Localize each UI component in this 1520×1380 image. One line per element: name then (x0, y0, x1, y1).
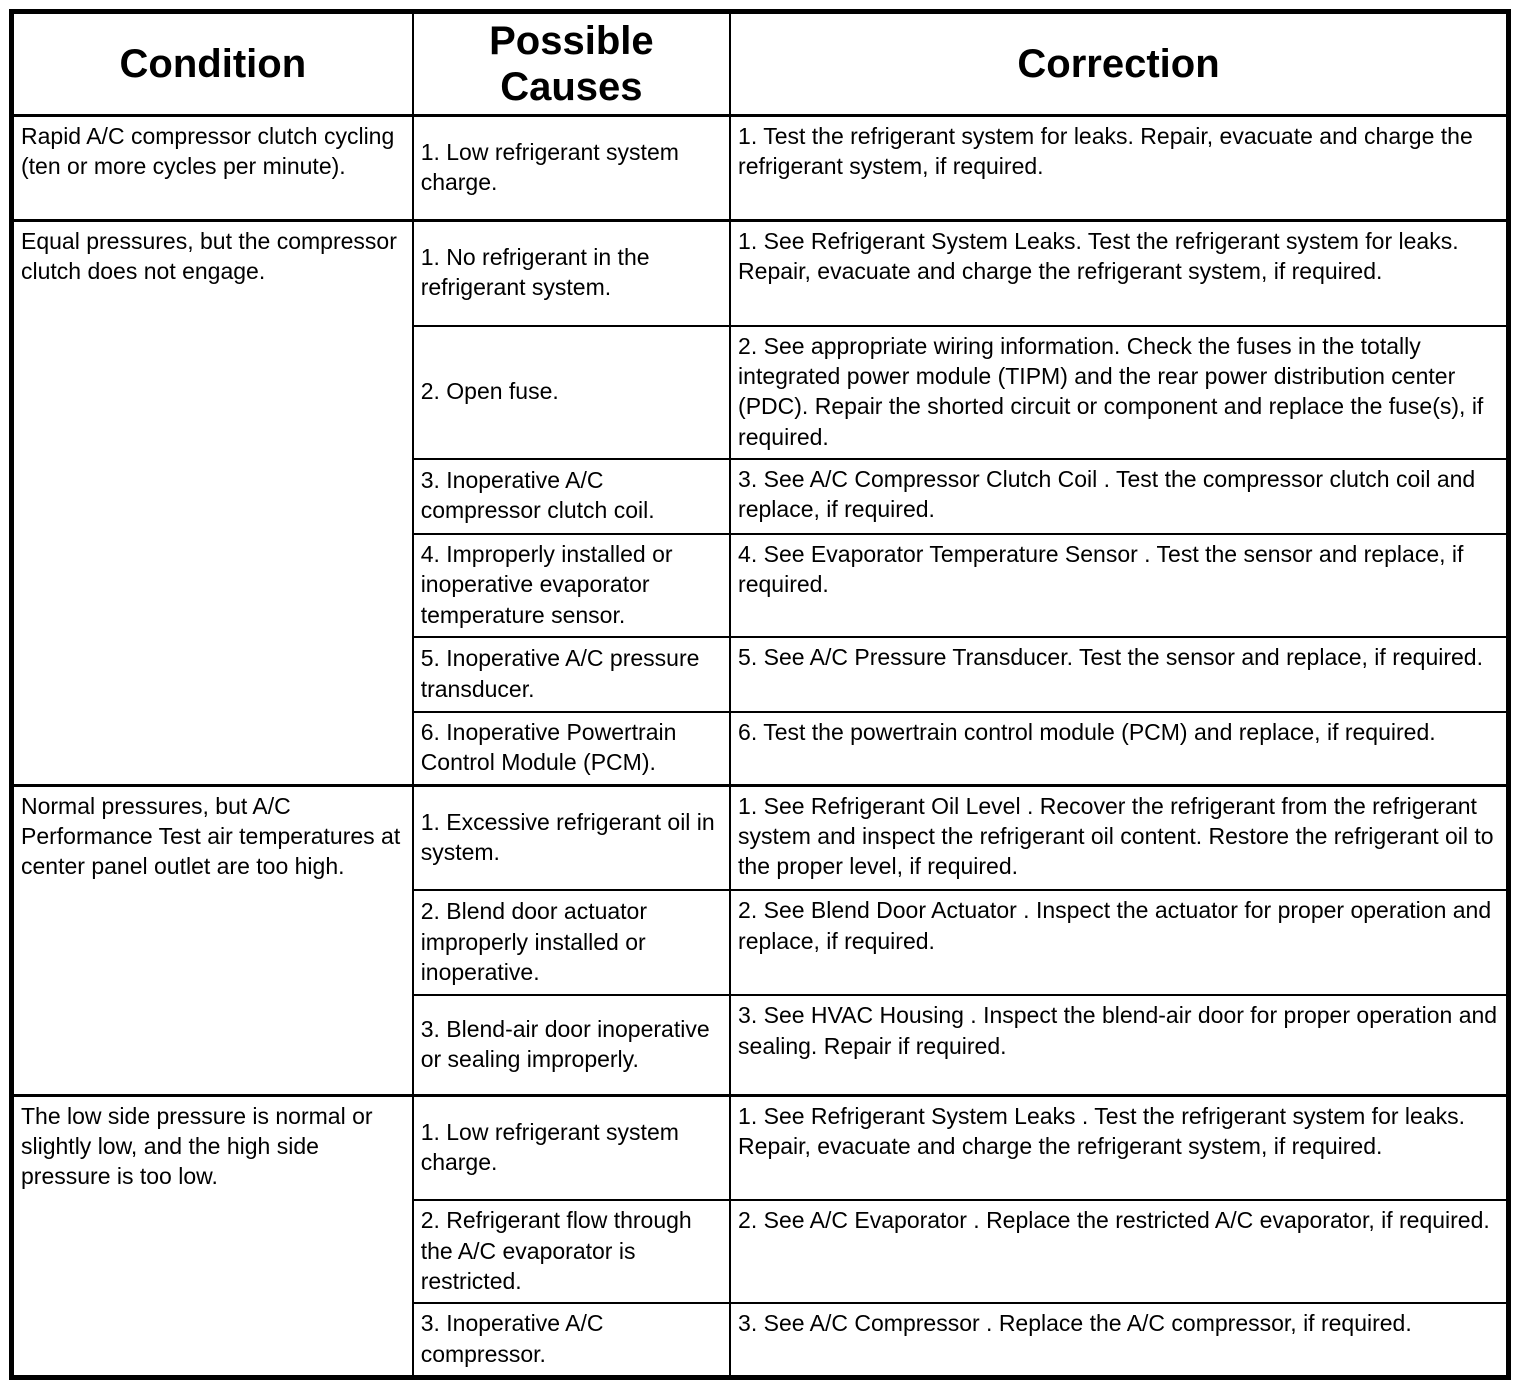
table-row (12, 1095, 1509, 1200)
header-possible-causes: Possible Causes (413, 12, 730, 116)
correction-cell: 1. See Refrigerant System Leaks . Test the refrigerant system for leaks. Repair, evacuate and charge the refrigerant system, if required. (730, 1095, 1508, 1200)
cause-cell: 2. Refrigerant flow through the A/C evaporator is restricted. (413, 1200, 730, 1303)
correction-cell: 4. See Evaporator Temperature Sensor . Test the sensor and replace, if required. (730, 534, 1508, 637)
cause-cell: 2. Blend door actuator improperly installed or inoperative. (413, 890, 730, 995)
correction-cell: 1. See Refrigerant Oil Level . Recover the refrigerant from the refrigerant system and inspect the refrigerant oil content. Restore the refrigerant oil to the proper level, if required. (730, 785, 1508, 890)
correction-cell: 6. Test the powertrain control module (PCM) and replace, if required. (730, 712, 1508, 785)
correction-cell: 2. See A/C Evaporator . Replace the restricted A/C evaporator, if required. (730, 1200, 1508, 1303)
cause-cell: 1. No refrigerant in the refrigerant system. (413, 221, 730, 326)
header-row (12, 12, 1509, 116)
cause-cell: 5. Inoperative A/C pressure transducer. (413, 637, 730, 712)
cause-cell: 1. Low refrigerant system charge. (413, 116, 730, 221)
header-condition: Condition (12, 12, 413, 116)
condition-cell: Equal pressures, but the compressor clutch does not engage. (12, 221, 413, 786)
correction-cell: 1. Test the refrigerant system for leaks. Repair, evacuate and charge the refrigerant system, if required. (730, 116, 1508, 221)
cause-cell: 1. Low refrigerant system charge. (413, 1095, 730, 1200)
condition-cell: Normal pressures, but A/C Performance Test air temperatures at center panel outlet are too high. (12, 785, 413, 1095)
condition-cell: Rapid A/C compressor clutch cycling (ten or more cycles per minute). (12, 116, 413, 221)
correction-cell: 1. See Refrigerant System Leaks. Test the refrigerant system for leaks. Repair, evacuate and charge the refrigerant system, if required. (730, 221, 1508, 326)
cause-cell: 4. Improperly installed or inoperative evaporator temperature sensor. (413, 534, 730, 637)
cause-cell: 1. Excessive refrigerant oil in system. (413, 785, 730, 890)
cause-cell: 6. Inoperative Powertrain Control Module (PCM). (413, 712, 730, 785)
correction-cell: 3. See A/C Compressor Clutch Coil . Test the compressor clutch coil and replace, if required. (730, 459, 1508, 534)
condition-cell: The low side pressure is normal or slightly low, and the high side pressure is too low. (12, 1095, 413, 1377)
table-row (12, 221, 1509, 326)
table-row (12, 785, 1509, 890)
correction-cell: 2. See appropriate wiring information. Check the fuses in the totally integrated power module (TIPM) and the rear power distribution center (PDC). Repair the shorted circuit or component and replace the fuse(s), if required. (730, 326, 1508, 459)
correction-cell: 2. See Blend Door Actuator . Inspect the actuator for proper operation and replace, if required. (730, 890, 1508, 995)
cause-cell: 3. Inoperative A/C compressor clutch coil. (413, 459, 730, 534)
diagnostic-table (9, 9, 1511, 1380)
table-row (12, 116, 1509, 221)
correction-cell: 3. See A/C Compressor . Replace the A/C compressor, if required. (730, 1303, 1508, 1377)
correction-cell: 3. See HVAC Housing . Inspect the blend-air door for proper operation and sealing. Repair if required. (730, 995, 1508, 1095)
cause-cell: 3. Inoperative A/C compressor. (413, 1303, 730, 1377)
cause-cell: 2. Open fuse. (413, 326, 730, 459)
header-correction: Correction (730, 12, 1508, 116)
cause-cell: 3. Blend-air door inoperative or sealing improperly. (413, 995, 730, 1095)
correction-cell: 5. See A/C Pressure Transducer. Test the sensor and replace, if required. (730, 637, 1508, 712)
